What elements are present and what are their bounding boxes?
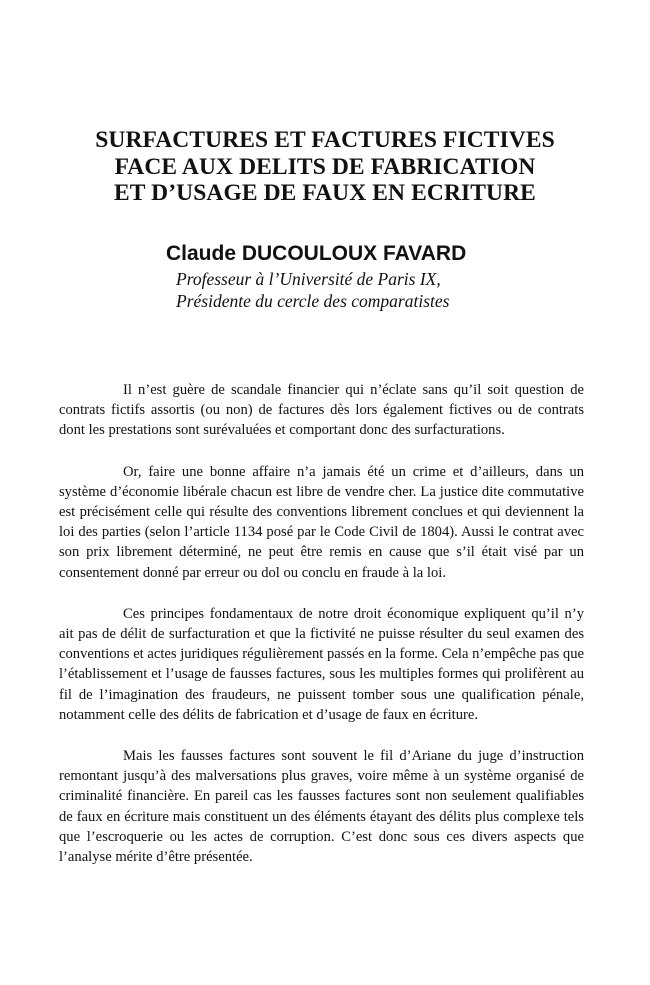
author-block [166,240,586,312]
article-title [40,127,610,207]
title-line: FACE AUX DELITS DE FABRICATION [114,153,536,180]
body-paragraph: Il n’est guère de scandale financier qui n’éclate sans qu’il soit question de contrats fictifs assortis (ou non) de factures dès lors également fictives ou de contrats dont les prestations sont surévaluées et comportant donc des surfacturations. [59,382,584,439]
title-line: SURFACTURES ET FACTURES FICTIVES [95,127,555,153]
author-affiliation: Présidente du cercle des comparatistes [176,291,450,311]
author-name: Claude DUCOULOUX FAVARD [166,242,467,265]
title-line: ET D’USAGE DE FAUX EN ECRITURE [114,180,536,206]
author-affiliation: Professeur à l’Université de Paris IX, [176,269,441,289]
article-body [59,380,584,888]
body-paragraph: Ces principes fondamentaux de notre droit économique expliquent qu’il n’y ait pas de délit de surfacturation et que la fictivité ne puisse résulter du seul examen des conventions et actes juridiques régulièrement passés en la forme. Cela n’empêche pas que l’établissement et l’usage de fausses factures, sous les multiples formes qui prolifèrent au fil de l’imagination des fraudeurs, ne puissent tomber sous une qualification pénale, notamment celle des délits de fabrication et d’usage de faux en écriture. [59,605,584,723]
body-paragraph: Or, faire une bonne affaire n’a jamais été un crime et d’ailleurs, dans un système d’économie libérale chacun est libre de vendre cher. La justice dite commutative est précisément celle qui résulte des conventions librement conclues et qui deviennent la loi des parties (selon l’article 1134 posé par le Code Civil de 1804). Aussi le contrat avec son prix librement déterminé, ne peut être remis en cause que s’il était visé par un consentement donné par erreur ou dol ou conclu en fraude à la loi. [59,463,584,581]
body-paragraph: Mais les fausses factures sont souvent le fil d’Ariane du juge d’instruction remontant jusqu’à des malversations plus graves, voire même à un système organisé de criminalité financière. En pareil cas les fausses factures sont non seulement qualifiables de faux en écriture mais constituent un des éléments étayant des délits plus complexe tels que l’escroquerie ou les actes de corruption. C’est donc sous ces divers aspects que l’analyse mérite d’être présentée. [59,748,584,866]
